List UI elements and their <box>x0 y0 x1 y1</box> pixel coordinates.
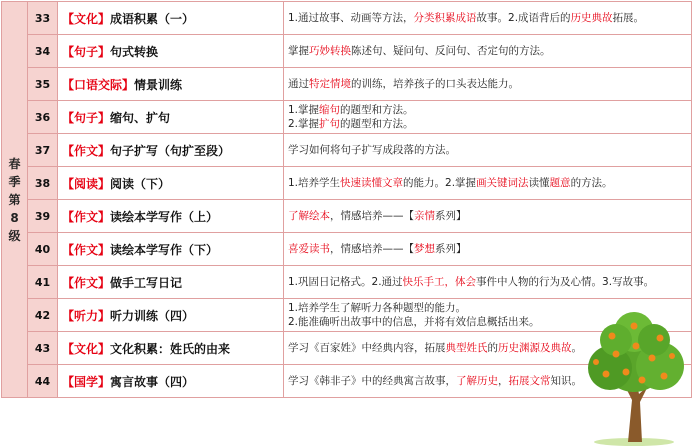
lesson-title <box>58 299 284 332</box>
lesson-description <box>284 35 692 68</box>
description-text: 故事。2.成语背后的 <box>476 12 571 24</box>
description-text: 的题型和方法。 <box>340 104 414 116</box>
table-row <box>2 134 692 167</box>
description-text: 拓展。 <box>612 12 645 24</box>
lesson-title <box>58 167 284 200</box>
lesson-category-tag: 【文化】 <box>62 11 111 26</box>
lesson-category-tag: 【作文】 <box>62 275 111 290</box>
lesson-number: 36 <box>28 101 58 134</box>
highlight-text: 巧妙转换 <box>309 45 351 57</box>
highlight-text: 特定情境 <box>309 78 351 90</box>
lesson-category-tag: 【作文】 <box>62 143 111 158</box>
highlight-text: 快速读懂文章 <box>340 177 404 189</box>
lesson-name: 句式转换 <box>110 44 159 59</box>
highlight-text: 扩句 <box>319 118 341 130</box>
description-text: 的方法。 <box>570 177 613 189</box>
lesson-number: 38 <box>28 167 58 200</box>
highlight-text: 分类积累成语 <box>413 12 477 24</box>
lesson-number: 37 <box>28 134 58 167</box>
lesson-name: 做手工写日记 <box>110 275 183 290</box>
description-line <box>288 176 687 190</box>
lesson-title <box>58 2 284 35</box>
description-text: 1.培养学生 <box>288 177 341 189</box>
description-text: 读懂 <box>528 177 550 189</box>
description-text: 掌握 <box>288 45 309 57</box>
highlight-text: 题意 <box>549 177 571 189</box>
lesson-number: 33 <box>28 2 58 35</box>
description-text: ，情感培养——【 <box>330 210 414 222</box>
tree-illustration <box>576 310 692 447</box>
description-text: 1.通过故事、动画等方法， <box>288 12 414 24</box>
term-label <box>2 2 28 398</box>
description-text: 学习《百家姓》中经典内容，拓展 <box>288 342 446 354</box>
description-text: 知识。 <box>550 375 582 387</box>
lesson-number: 40 <box>28 233 58 266</box>
lesson-name: 文化积累：姓氏的由来 <box>110 341 231 356</box>
description-text: 1.巩固日记格式。2.通过 <box>288 276 403 288</box>
lesson-title <box>58 233 284 266</box>
description-text: 系列】 <box>435 243 467 255</box>
lesson-number: 41 <box>28 266 58 299</box>
lesson-name: 成语积累（一） <box>110 11 195 26</box>
description-text: 2.能准确听出故事中的信息，并将有效信息概括出来。 <box>288 316 540 328</box>
lesson-number: 34 <box>28 35 58 68</box>
lesson-category-tag: 【作文】 <box>62 242 111 257</box>
lesson-name: 听力训练（四） <box>110 308 195 323</box>
description-line <box>288 275 687 289</box>
lesson-name: 寓言故事（四） <box>110 374 195 389</box>
lesson-title <box>58 332 284 365</box>
description-text: ， <box>498 375 509 387</box>
lesson-category-tag: 【作文】 <box>62 209 111 224</box>
description-line <box>288 103 687 117</box>
description-text: 2.掌握 <box>288 118 320 130</box>
lesson-title <box>58 68 284 101</box>
lesson-description <box>284 233 692 266</box>
term-label-text: 春季第8级 <box>8 156 21 243</box>
lesson-category-tag: 【国学】 <box>62 374 111 389</box>
description-line <box>288 209 687 223</box>
lesson-title <box>58 266 284 299</box>
lesson-title <box>58 101 284 134</box>
description-line <box>288 11 687 25</box>
lesson-category-tag: 【句子】 <box>62 44 111 59</box>
table-row <box>2 266 692 299</box>
lesson-title <box>58 365 284 398</box>
lesson-number: 35 <box>28 68 58 101</box>
lesson-name: 读绘本学写作（下） <box>110 242 219 257</box>
lesson-description <box>284 266 692 299</box>
lesson-number: 44 <box>28 365 58 398</box>
description-text: 。 <box>571 342 582 354</box>
highlight-text: 梦想 <box>414 243 435 255</box>
lesson-category-tag: 【口语交际】 <box>62 77 135 92</box>
highlight-text: 快乐手工，体会 <box>402 276 477 288</box>
table-row <box>2 101 692 134</box>
lesson-name: 读绘本学写作（上） <box>110 209 219 224</box>
lesson-title <box>58 35 284 68</box>
lesson-name: 句子扩写（句扩至段） <box>110 143 231 158</box>
description-line <box>288 143 687 157</box>
description-text: 的 <box>487 342 498 354</box>
highlight-text: 了解历史 <box>456 375 498 387</box>
lesson-number: 42 <box>28 299 58 332</box>
lesson-description <box>284 101 692 134</box>
lesson-category-tag: 【阅读】 <box>62 176 111 191</box>
description-text: 的训练，培养孩子的口头表达能力。 <box>351 78 519 90</box>
lesson-name: 阅读（下） <box>110 176 171 191</box>
lesson-title <box>58 200 284 233</box>
lesson-name: 情景训练 <box>134 77 183 92</box>
highlight-text: 拓展文常 <box>508 375 551 387</box>
lesson-number: 43 <box>28 332 58 365</box>
lesson-number: 39 <box>28 200 58 233</box>
description-text: 的能力。2.掌握 <box>403 177 477 189</box>
description-text: 陈述句、疑问句、反问句、否定句的方法。 <box>351 45 551 57</box>
description-line <box>288 242 687 256</box>
lesson-category-tag: 【听力】 <box>62 308 111 323</box>
table-row <box>2 35 692 68</box>
lesson-description <box>284 200 692 233</box>
table-row <box>2 200 692 233</box>
description-text: ，情感培养——【 <box>330 243 414 255</box>
highlight-text: 了解绘本 <box>288 210 330 222</box>
description-line <box>288 44 687 58</box>
description-text: 事件中人物的行为及心情。3.写故事。 <box>476 276 655 288</box>
description-text: 1.培养学生了解听力各种题型的能力。 <box>288 302 467 314</box>
lesson-description <box>284 2 692 35</box>
table-row <box>2 167 692 200</box>
lesson-description <box>284 134 692 167</box>
description-text: 1.掌握 <box>288 104 320 116</box>
lesson-description <box>284 167 692 200</box>
lesson-name: 缩句、扩句 <box>110 110 171 125</box>
highlight-text: 画关键词法 <box>476 177 529 189</box>
lesson-title <box>58 134 284 167</box>
description-text: 系列】 <box>435 210 467 222</box>
description-text: 的题型和方法。 <box>340 118 414 130</box>
description-text: 通过 <box>288 78 309 90</box>
table-row <box>2 68 692 101</box>
description-line <box>288 77 687 91</box>
description-text: 学习《韩非子》中的经典寓言故事， <box>288 375 456 387</box>
lesson-description <box>284 68 692 101</box>
table-row <box>2 2 692 35</box>
lesson-category-tag: 【文化】 <box>62 341 111 356</box>
lesson-category-tag: 【句子】 <box>62 110 111 125</box>
table-row <box>2 233 692 266</box>
description-text: 学习如何将句子扩写成段落的方法。 <box>288 144 456 156</box>
highlight-text: 历史渊源及典故 <box>498 342 572 354</box>
highlight-text: 历史典故 <box>570 12 613 24</box>
highlight-text: 缩句 <box>319 104 341 116</box>
highlight-text: 喜爱读书 <box>288 243 330 255</box>
highlight-text: 典型姓氏 <box>445 342 488 354</box>
description-line <box>288 117 687 131</box>
highlight-text: 亲情 <box>414 210 435 222</box>
